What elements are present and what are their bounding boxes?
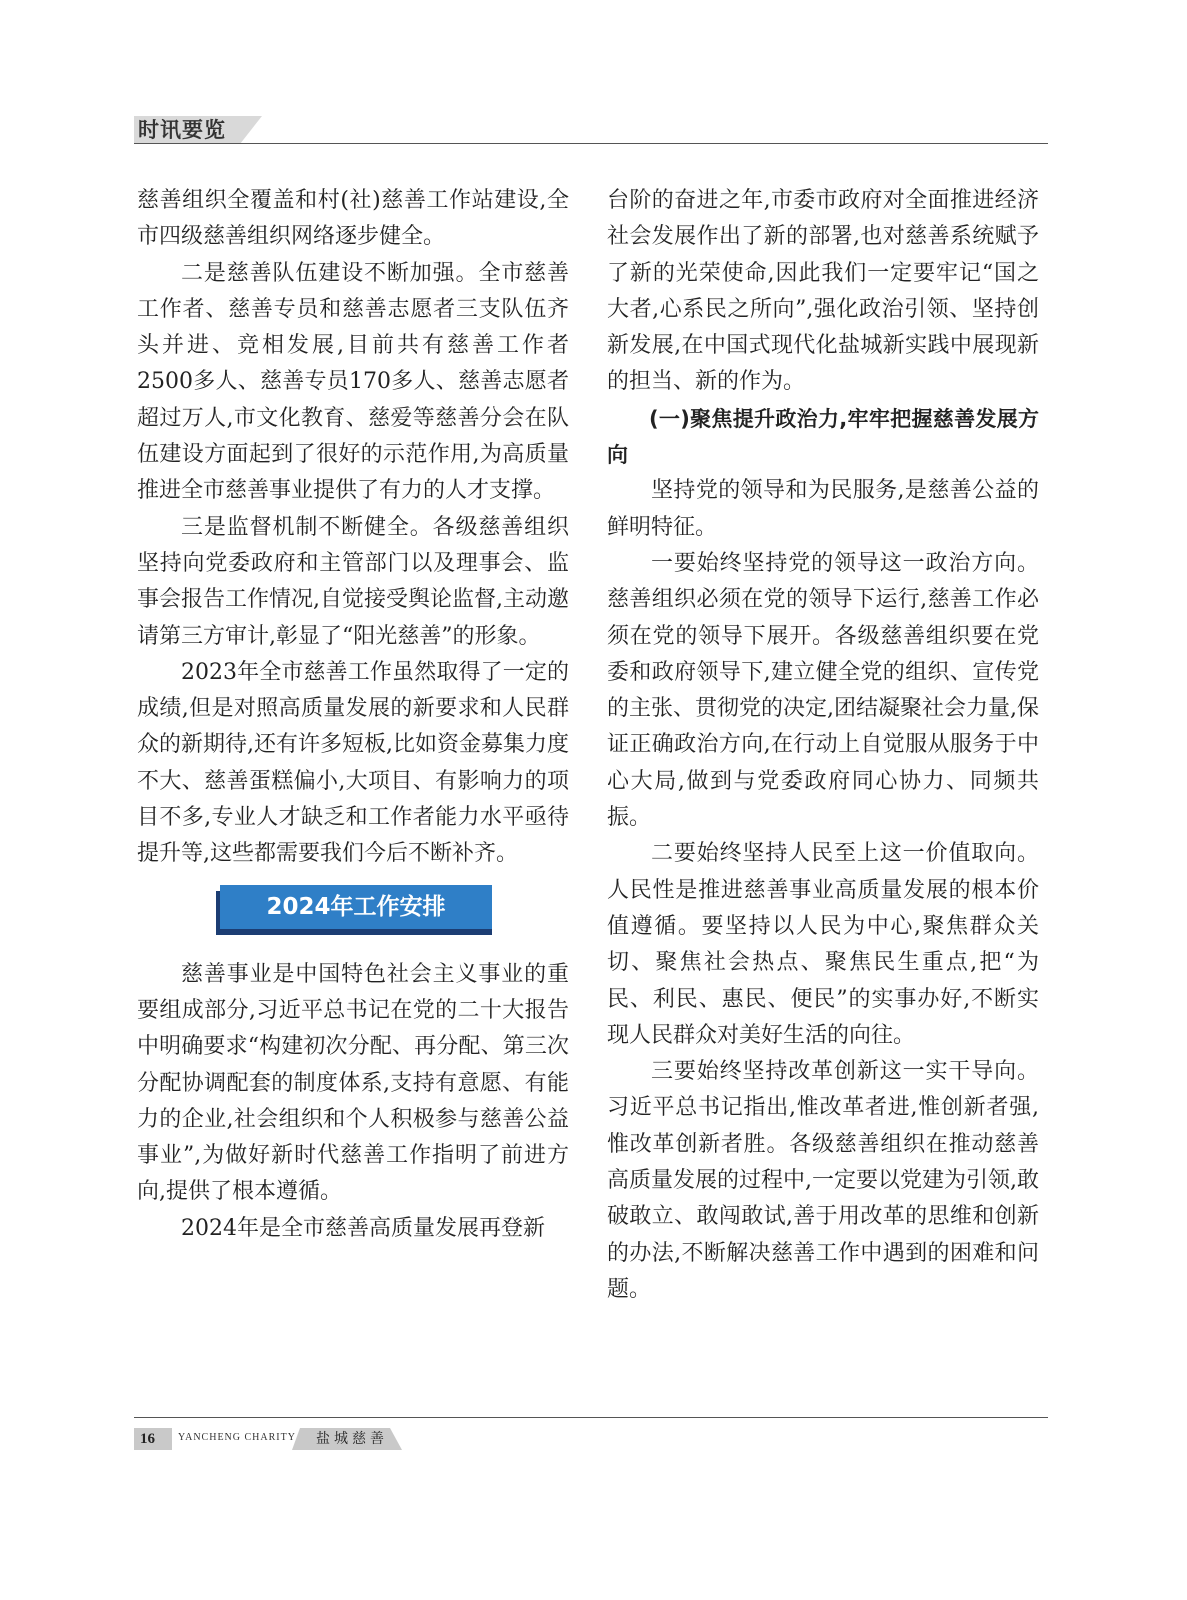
left-paragraph-1: 慈善组织全覆盖和村(社)慈善工作站建设,全市四级慈善组织网络逐步健全。 [137,188,569,250]
magazine-name-en: YANCHENG CHARITY [178,1432,296,1443]
left-paragraph-6: 2024年是全市慈善高质量发展再登新 [181,1215,545,1241]
subheading: (一)聚焦提升政治力,牢牢把握慈善发展方向 [607,406,1039,468]
right-column [607,183,1039,1308]
magazine-name-cn: 盐城慈善 [316,1431,388,1447]
right-paragraph-4: 二要始终坚持人民至上这一价值取向。人民性是推进慈善事业高质量发展的根本价值遵循。要坚持以人民为中心,聚焦群众关切、聚焦社会热点、聚焦民生重点,把“为民、利民、惠民、便民”的实事办好,不断实现人民群众对美好生活的向往。 [607,841,1039,1048]
left-paragraph-2: 二是慈善队伍建设不断加强。全市慈善工作者、慈善专员和慈善志愿者三支队伍齐头并进、竞相发展,目前共有慈善工作者2500多人、慈善专员170多人、慈善志愿者超过万人,市文化教育、慈爱等慈善分会在队伍建设方面起到了很好的示范作用,为高质量推进全市慈善事业提供了有力的人才支撑。 [137,260,569,504]
right-paragraph-1: 台阶的奋进之年,市委市政府对全面推进经济社会发展作出了新的部署,也对慈善系统赋予了新的光荣使命,因此我们一定要牢记“国之大者,心系民之所向”,强化政治引领、坚持创新发展,在中国式现代化盐城新实践中展现新的担当、新的作为。 [607,188,1039,395]
section-heading-block [137,885,569,941]
right-paragraph-2: 坚持党的领导和为民服务,是慈善公益的鲜明特征。 [607,478,1039,540]
section-heading: 2024年工作安排 [220,885,492,929]
left-paragraph-5: 慈善事业是中国特色社会主义事业的重要组成部分,习近平总书记在党的二十大报告中明确要求“构建初次分配、再分配、第三次分配协调配套的制度体系,支持有意愿、有能力的企业,社会组织和个人积极参与慈善公益事业”,为做好新时代慈善工作指明了前进方向,提供了根本遵循。 [137,961,569,1205]
left-paragraph-4: 2023年全市慈善工作虽然取得了一定的成绩,但是对照高质量发展的新要求和人民群众的新期待,还有许多短板,比如资金募集力度不大、慈善蛋糕偏小,大项目、有影响力的项目不多,专业人才缺乏和工作者能力水平亟待提升等,这些都需要我们今后不断补齐。 [137,659,569,867]
right-paragraph-3: 一要始终坚持党的领导这一政治方向。慈善组织必须在党的领导下运行,慈善工作必须在党的领导下展开。各级慈善组织要在党委和政府领导下,建立健全党的组织、宣传党的主张、贯彻党的决定,团结凝聚社会力量,保证正确政治方向,在行动上自觉服从服务于中心大局,做到与党委政府同心协力、同频共振。 [607,550,1039,831]
header-divider [134,143,1048,144]
footer-divider [134,1417,1048,1418]
left-column [137,183,569,1247]
page-number: 16 [140,1431,155,1447]
right-paragraph-5: 三要始终坚持改革创新这一实干导向。习近平总书记指出,惟改革者进,惟创新者强,惟改革创新者胜。各级慈善组织在推动慈善高质量发展的过程中,一定要以党建为引领,敢破敢立、敢闯敢试,善于用改革的思维和创新的办法,不断解决慈善工作中遇到的困难和问题。 [607,1059,1039,1302]
section-title: 时讯要览 [138,118,226,142]
left-paragraph-3: 三是监督机制不断健全。各级慈善组织坚持向党委政府和主管部门以及理事会、监事会报告工作情况,自觉接受舆论监督,主动邀请第三方审计,彰显了“阳光慈善”的形象。 [137,514,569,649]
